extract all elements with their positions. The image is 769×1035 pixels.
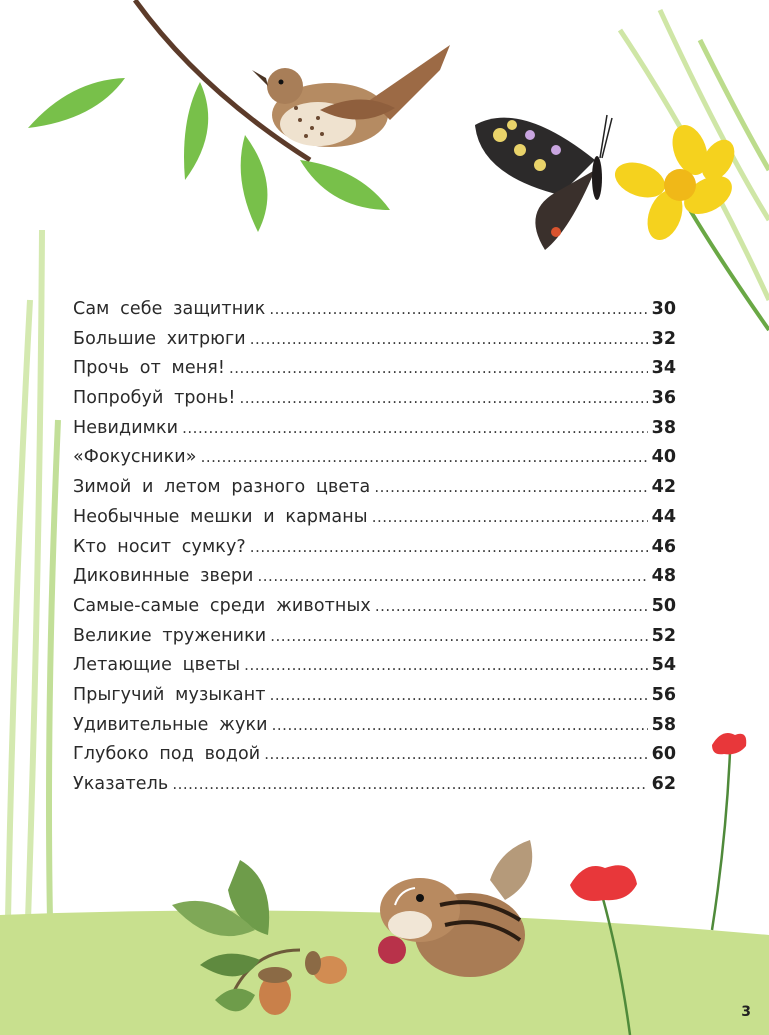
toc-entry-title: Большие хитрюги [73,328,246,349]
toc-entry[interactable] [73,388,676,418]
toc-entry-page-number: 56 [651,684,676,705]
toc-entry-page-number: 36 [651,388,676,409]
thrush-bird-illustration [252,45,450,147]
toc-entry-page-number: 60 [651,744,676,765]
toc-entry-title: Указатель [73,774,169,794]
toc-entry-page-number: 34 [651,358,676,379]
butterfly-illustration [475,115,612,250]
toc-entry-title: «Фокусники» [73,447,197,468]
toc-dot-leader [250,538,648,556]
toc-entry-page-number: 30 [651,299,676,319]
toc-entry[interactable] [73,299,676,329]
toc-entry-page-number: 54 [651,655,676,676]
toc-entry[interactable] [73,537,676,567]
toc-entry-page-number: 52 [651,625,676,646]
toc-entry-title: Прочь от меня! [73,358,226,379]
toc-entry-title: Необычные мешки и карманы [73,506,368,527]
toc-entry[interactable] [73,774,676,804]
toc-entry[interactable] [73,507,676,537]
toc-dot-leader [250,330,648,348]
toc-entry[interactable] [73,715,676,745]
toc-entry[interactable] [73,744,676,774]
toc-entry[interactable] [73,418,676,448]
toc-dot-leader [374,478,647,496]
toc-dot-leader [240,389,648,407]
toc-dot-leader [201,448,648,466]
toc-entry-title: Великие труженики [73,625,267,646]
toc-entry-page-number: 46 [651,536,676,557]
toc-entry[interactable] [73,685,676,715]
toc-dot-leader [229,359,648,377]
toc-entry-title: Самые-самые среди животных [73,595,371,616]
toc-entry-page-number: 42 [651,477,676,498]
toc-entry[interactable] [73,447,676,477]
toc-entry[interactable] [73,477,676,507]
toc-entry-page-number: 32 [651,328,676,349]
toc-entry[interactable] [73,655,676,685]
toc-entry-page-number: 38 [651,417,676,438]
toc-entry-title: Зимой и летом разного цвета [73,477,371,498]
toc-entry[interactable] [73,626,676,656]
toc-entry-page-number: 58 [651,714,676,735]
toc-dot-leader [244,656,647,674]
toc-entry-page-number: 44 [651,506,676,527]
toc-entry[interactable] [73,596,676,626]
toc-dot-leader [270,627,647,645]
grass-ground [0,911,769,1035]
toc-entry-title: Диковинные звери [73,566,254,587]
toc-entry-page-number: 50 [651,595,676,616]
toc-entry[interactable] [73,329,676,359]
toc-entry-title: Невидимки [73,417,179,438]
toc-dot-leader [272,716,648,734]
toc-dot-leader [182,419,648,437]
toc-dot-leader [258,567,648,585]
table-of-contents [73,299,676,804]
toc-dot-leader [375,597,648,615]
page-number: 3 [741,1004,751,1020]
toc-entry-title: Прыгучий музыкант [73,684,266,705]
toc-entry-title: Кто носит сумку? [73,536,246,557]
toc-dot-leader [269,300,647,318]
toc-entry-page-number: 40 [651,447,676,468]
toc-dot-leader [264,745,647,763]
toc-entry-title: Сам себе защитник [73,299,266,319]
toc-entry-title: Попробуй тронь! [73,388,236,409]
toc-dot-leader [270,686,648,704]
toc-entry-page-number: 48 [651,566,676,587]
toc-entry[interactable] [73,566,676,596]
toc-entry-title: Удивительные жуки [73,714,268,735]
toc-entry[interactable] [73,358,676,388]
toc-entry-title: Летающие цветы [73,655,241,676]
toc-entry-title: Глубоко под водой [73,744,261,765]
toc-dot-leader [172,775,647,793]
toc-entry-page-number: 62 [651,774,676,794]
chipmunk-illustration [378,840,532,977]
grass-blades-left [8,230,58,920]
poppy-flower-small [712,733,746,930]
toc-dot-leader [372,508,648,526]
